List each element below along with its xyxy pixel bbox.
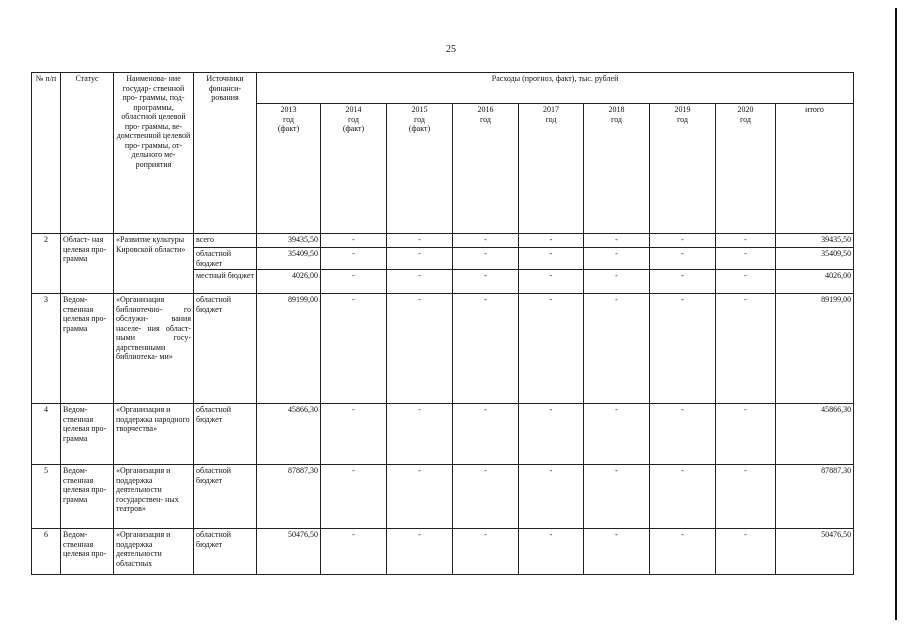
- row-value-2019: -: [650, 404, 716, 465]
- page-number: 25: [446, 44, 456, 55]
- header-status: Статус: [61, 73, 114, 234]
- row-value-2018: -: [584, 248, 650, 270]
- row-status: Област- ная целевая про- грамма: [61, 234, 114, 294]
- row-name: «Организация и поддержка народного творчества»: [114, 404, 194, 465]
- table-row: [32, 529, 854, 575]
- row-value-2019: -: [650, 248, 716, 270]
- row-source: областной бюджет: [194, 404, 257, 465]
- row-value-2014: -: [321, 404, 387, 465]
- page-edge-bar: [895, 8, 897, 620]
- table-row: [32, 465, 854, 529]
- row-num: 3: [32, 294, 61, 404]
- row-value-2013: 35409,50: [257, 248, 321, 270]
- row-status: Ведом- ственная целевая про- грамма: [61, 465, 114, 529]
- table-row: [32, 294, 854, 404]
- header-year-2018: 2018 год: [584, 104, 650, 234]
- row-name: «Организация и поддержка деятельности областных: [114, 529, 194, 575]
- row-value-2018: -: [584, 270, 650, 294]
- row-value-2014: -: [321, 248, 387, 270]
- row-value-2014: -: [321, 270, 387, 294]
- header-year-2019: 2019 год: [650, 104, 716, 234]
- row-num: 2: [32, 234, 61, 294]
- row-name: «Организация библиотечно- го обслужи- вания населе- ния област- ными госу- дарственными библиотека- ми»: [114, 294, 194, 404]
- row-status: Ведом- ственная целевая про- грамма: [61, 294, 114, 404]
- row-value-2013: 89199,00: [257, 294, 321, 404]
- header-sources: Источники финанси- рования: [194, 73, 257, 234]
- row-value-2015: -: [387, 234, 453, 248]
- header-expenses: Расходы (прогноз, факт), тыс. рублей: [257, 73, 854, 104]
- row-value-2016: -: [453, 294, 519, 404]
- row-value-2015: -: [387, 404, 453, 465]
- row-value-2015: -: [387, 529, 453, 575]
- row-value-2020: -: [716, 529, 776, 575]
- row-value-2016: -: [453, 529, 519, 575]
- row-value-2017: -: [519, 294, 584, 404]
- row-value-2013: 45866,30: [257, 404, 321, 465]
- row-value-2020: -: [716, 465, 776, 529]
- header-name: Наименова- ние государ- ственной про- граммы, под- программы, областной целевой про- граммы, ве- домственной целевой про- граммы, от- дельного ме- роприятия: [114, 73, 194, 234]
- row-value-2018: -: [584, 294, 650, 404]
- row-name: «Организация и поддержка деятельности государствен- ных театров»: [114, 465, 194, 529]
- row-value-2013: 39435,50: [257, 234, 321, 248]
- row-value-2018: -: [584, 465, 650, 529]
- row-value-2017: -: [519, 404, 584, 465]
- row-value-2018: -: [584, 529, 650, 575]
- row-total: 87887,30: [776, 465, 854, 529]
- row-value-2017: -: [519, 529, 584, 575]
- row-value-2014: -: [321, 529, 387, 575]
- row-total: 45866,30: [776, 404, 854, 465]
- row-value-2013: 50476,50: [257, 529, 321, 575]
- row-value-2016: -: [453, 465, 519, 529]
- row-total: 50476,50: [776, 529, 854, 575]
- table-row: [32, 234, 854, 248]
- header-year-2020: 2020 год: [716, 104, 776, 234]
- row-value-2013: 87887,30: [257, 465, 321, 529]
- header-year-2015: 2015 год (факт): [387, 104, 453, 234]
- row-value-2017: -: [519, 248, 584, 270]
- row-value-2020: -: [716, 248, 776, 270]
- row-source: областной бюджет: [194, 248, 257, 270]
- row-value-2017: -: [519, 270, 584, 294]
- row-value-2014: -: [321, 465, 387, 529]
- row-value-2016: -: [453, 248, 519, 270]
- row-total: 35409,50: [776, 248, 854, 270]
- row-value-2019: -: [650, 294, 716, 404]
- row-value-2015: -: [387, 294, 453, 404]
- header-year-2013: 2013 год (факт): [257, 104, 321, 234]
- row-value-2016: -: [453, 270, 519, 294]
- row-source: областной бюджет: [194, 465, 257, 529]
- row-source: местный бюджет: [194, 270, 257, 294]
- row-value-2019: -: [650, 465, 716, 529]
- row-value-2016: -: [453, 404, 519, 465]
- row-value-2016: -: [453, 234, 519, 248]
- row-value-2014: -: [321, 294, 387, 404]
- table-row: [32, 404, 854, 465]
- row-value-2019: -: [650, 529, 716, 575]
- header-year-2017: 2017 год: [519, 104, 584, 234]
- row-value-2018: -: [584, 404, 650, 465]
- header-year-2016: 2016 год: [453, 104, 519, 234]
- row-value-2020: -: [716, 234, 776, 248]
- row-value-2019: -: [650, 234, 716, 248]
- header-num: № п/п: [32, 73, 61, 234]
- row-value-2020: -: [716, 294, 776, 404]
- row-num: 4: [32, 404, 61, 465]
- row-status: Ведом- ственная целевая про-: [61, 529, 114, 575]
- row-num: 5: [32, 465, 61, 529]
- row-value-2020: -: [716, 270, 776, 294]
- row-value-2017: -: [519, 234, 584, 248]
- row-source: всего: [194, 234, 257, 248]
- row-total: 39435,50: [776, 234, 854, 248]
- row-source: областной бюджет: [194, 294, 257, 404]
- row-value-2017: -: [519, 465, 584, 529]
- expenses-table: [31, 72, 854, 575]
- row-value-2020: -: [716, 404, 776, 465]
- row-total: 4026,00: [776, 270, 854, 294]
- row-value-2015: -: [387, 270, 453, 294]
- row-name: «Развитие культуры Кировской области»: [114, 234, 194, 294]
- row-total: 89199,00: [776, 294, 854, 404]
- row-source: областной бюджет: [194, 529, 257, 575]
- row-value-2018: -: [584, 234, 650, 248]
- header-total: итого: [776, 104, 854, 234]
- row-value-2014: -: [321, 234, 387, 248]
- row-value-2015: -: [387, 248, 453, 270]
- header-year-2014: 2014 год (факт): [321, 104, 387, 234]
- table-header-row: [32, 73, 854, 104]
- row-value-2013: 4026,00: [257, 270, 321, 294]
- row-num: 6: [32, 529, 61, 575]
- row-value-2019: -: [650, 270, 716, 294]
- row-status: Ведом- ственная целевая про- грамма: [61, 404, 114, 465]
- row-value-2015: -: [387, 465, 453, 529]
